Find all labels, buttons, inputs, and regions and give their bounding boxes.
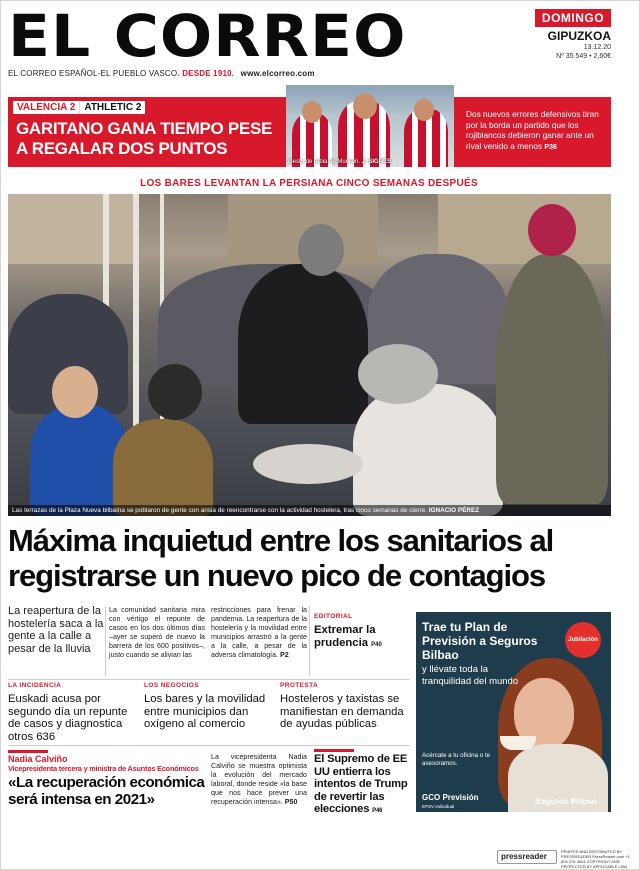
lead-body-col-b-text: restricciones para frenar la pandemia. La reapertura de la hostelería y la movilidad entre municipios arrastró a la gente a la calle, a pesar de la adversa climatología. [211, 606, 307, 659]
interview-role: Vicepresidenta tercera y ministra de Asuntos Económicos [8, 764, 199, 773]
lead-body-col-a: La comunidad sanitaria mira con vértigo el repunte de casos en los dos últimos días –ayer se superó de nuevo la barrera de los 600 positivos–, justo cuando se alivian las [109, 606, 205, 659]
masthead-slogan [8, 69, 315, 78]
lead-headline[interactable]: Máxima inquietud entre los sanitarios al registrarse un nuevo pico de contagios [8, 523, 554, 593]
man-white-coat [353, 384, 503, 516]
column-divider [105, 606, 106, 676]
interview-quote[interactable]: «La recuperación económica será intensa en 2021» [8, 774, 205, 808]
waitress-head [298, 224, 344, 276]
ad-product: GCO Previsión [422, 793, 479, 802]
lead-body-page: P2 [280, 650, 289, 659]
man-brown-jacket [113, 419, 213, 516]
brief-headline[interactable]: Euskadi acusa por segundo día un repunte de casos y diagnostica otros 636 [8, 693, 128, 743]
sports-headline[interactable]: GARITANO GANA TIEMPO PESE A REGALAR DOS PUNTOS [16, 119, 273, 158]
sports-summary-text: Dos nuevos errores defensivos tiran por la borda un partido que los rojiblancos debieron ganar ante un rival venido a menos [466, 109, 599, 151]
column-divider [309, 606, 310, 676]
man-gray-hair [358, 344, 438, 404]
player-head [414, 99, 434, 121]
main-photo-caption [8, 505, 611, 516]
brief-label: PROTESTA [280, 682, 319, 689]
sports-summary-page: P36 [544, 143, 557, 151]
footer-fine-print: PRINTED AND DISTRIBUTED BY PRESSREADER PressReader.com +1 604 278 4604 COPYRIGHT AND PROTECTED BY APPLICABLE LAW [561, 849, 630, 869]
ad-badge: Jubilación [565, 622, 601, 658]
supremo-page: P46 [372, 808, 383, 814]
building-arch [438, 194, 611, 264]
website-link[interactable]: www.elcorreo.com [240, 69, 315, 78]
supremo-bar [314, 749, 354, 752]
editorial-page: P40 [371, 641, 382, 648]
edition-region: GIPUZKOA [547, 29, 611, 43]
main-caption-text: Las terrazas de la Plaza Nueva bilbaína se poblaron de gente con ansia de reencontrarse con la actividad hostelera, tras cinco semanas de cierre. [12, 507, 427, 514]
player-head [353, 93, 377, 119]
interview-page: P50 [284, 797, 298, 806]
player-head [302, 101, 322, 123]
ad-brand-logo: Seguros Bilbao [534, 796, 597, 806]
man-hat [148, 364, 202, 420]
edition-day: DOMINGO [535, 9, 611, 27]
match-score [13, 101, 145, 114]
terrace-table [253, 444, 363, 484]
brief-headline[interactable]: Hosteleros y taxistas se manifiestan en demanda de ayudas públicas [280, 693, 404, 731]
interview-body-text: La vicepresidenta Nadia Calviño se muestra optimista la evolución del mercado laboral, donde reside «la base que nos hace prever una recuperación intensa». [211, 753, 307, 806]
coffee-cup-icon [500, 736, 536, 750]
sports-caption-text: Gesto de rabia de Muniain. [288, 159, 361, 165]
masthead-logo: EL CORREO [8, 2, 407, 70]
editorial-headline-text: Extremar la prudencia [314, 624, 376, 649]
sports-band[interactable] [8, 97, 611, 167]
interview-body [211, 753, 307, 806]
section-rule [8, 679, 410, 680]
supremo-headline[interactable] [314, 753, 410, 818]
brief-label: LA INCIDENCIA [8, 682, 62, 689]
supremo-headline-text: El Supremo de EE UU entierra los intentos de Trump de revertir las elecciones [314, 753, 408, 815]
building-arch [8, 194, 138, 264]
advertisement[interactable] [416, 612, 611, 812]
lead-body-col-b [211, 606, 307, 659]
ad-contact: Acércate a tu oficina o te asesoramos. [422, 752, 491, 767]
slogan-text: EL CORREO ESPAÑOL-EL PUEBLO VASCO. [8, 69, 180, 78]
editorial-headline[interactable] [314, 624, 410, 651]
section-rule [8, 745, 410, 746]
woman-red-beanie [528, 204, 576, 256]
ad-product-sub: EPSV Individual [422, 804, 455, 809]
slogan-since: DESDE 1910. [182, 69, 235, 78]
ad-title: Trae tu Plan de Previsión a Seguros Bilbao [422, 620, 538, 662]
ad-subtitle: y llévate toda la tranquilidad del mundo [422, 664, 519, 687]
woman-standing [496, 254, 608, 504]
sports-photo-caption [288, 159, 391, 165]
lead-deck: La reapertura de la hostelería saca a la gente a la calle a pesar de la lluvia [8, 605, 104, 655]
home-score: VALENCIA 2 [13, 101, 79, 114]
sports-photo-credit: J. SIGNES [361, 159, 392, 165]
main-photo[interactable] [8, 194, 611, 516]
edition-date: 13.12.20 [583, 44, 611, 51]
sports-photo [286, 85, 454, 167]
main-photo-credit: IGNACIO PÉREZ [428, 507, 480, 514]
pressreader-logo[interactable]: pressreader [497, 850, 557, 864]
edition-info [535, 9, 611, 61]
editorial-label: EDITORIAL [314, 613, 353, 620]
brief-headline[interactable]: Los bares y la movilidad entre municipios dan oxígeno al comercio [144, 693, 266, 731]
waitress [238, 264, 368, 424]
sports-summary [466, 109, 606, 153]
edition-issue-price: Nº 35.549 • 2,60€ [556, 53, 611, 60]
interview-name: Nadia Calviño [8, 754, 68, 764]
brief-label: LOS NEGOCIOS [144, 682, 200, 689]
away-score: ATHLETIC 2 [79, 101, 145, 114]
woman-head [52, 366, 98, 418]
photo-kicker: LOS BARES LEVANTAN LA PERSIANA CINCO SEMANAS DESPUÉS [140, 178, 478, 189]
